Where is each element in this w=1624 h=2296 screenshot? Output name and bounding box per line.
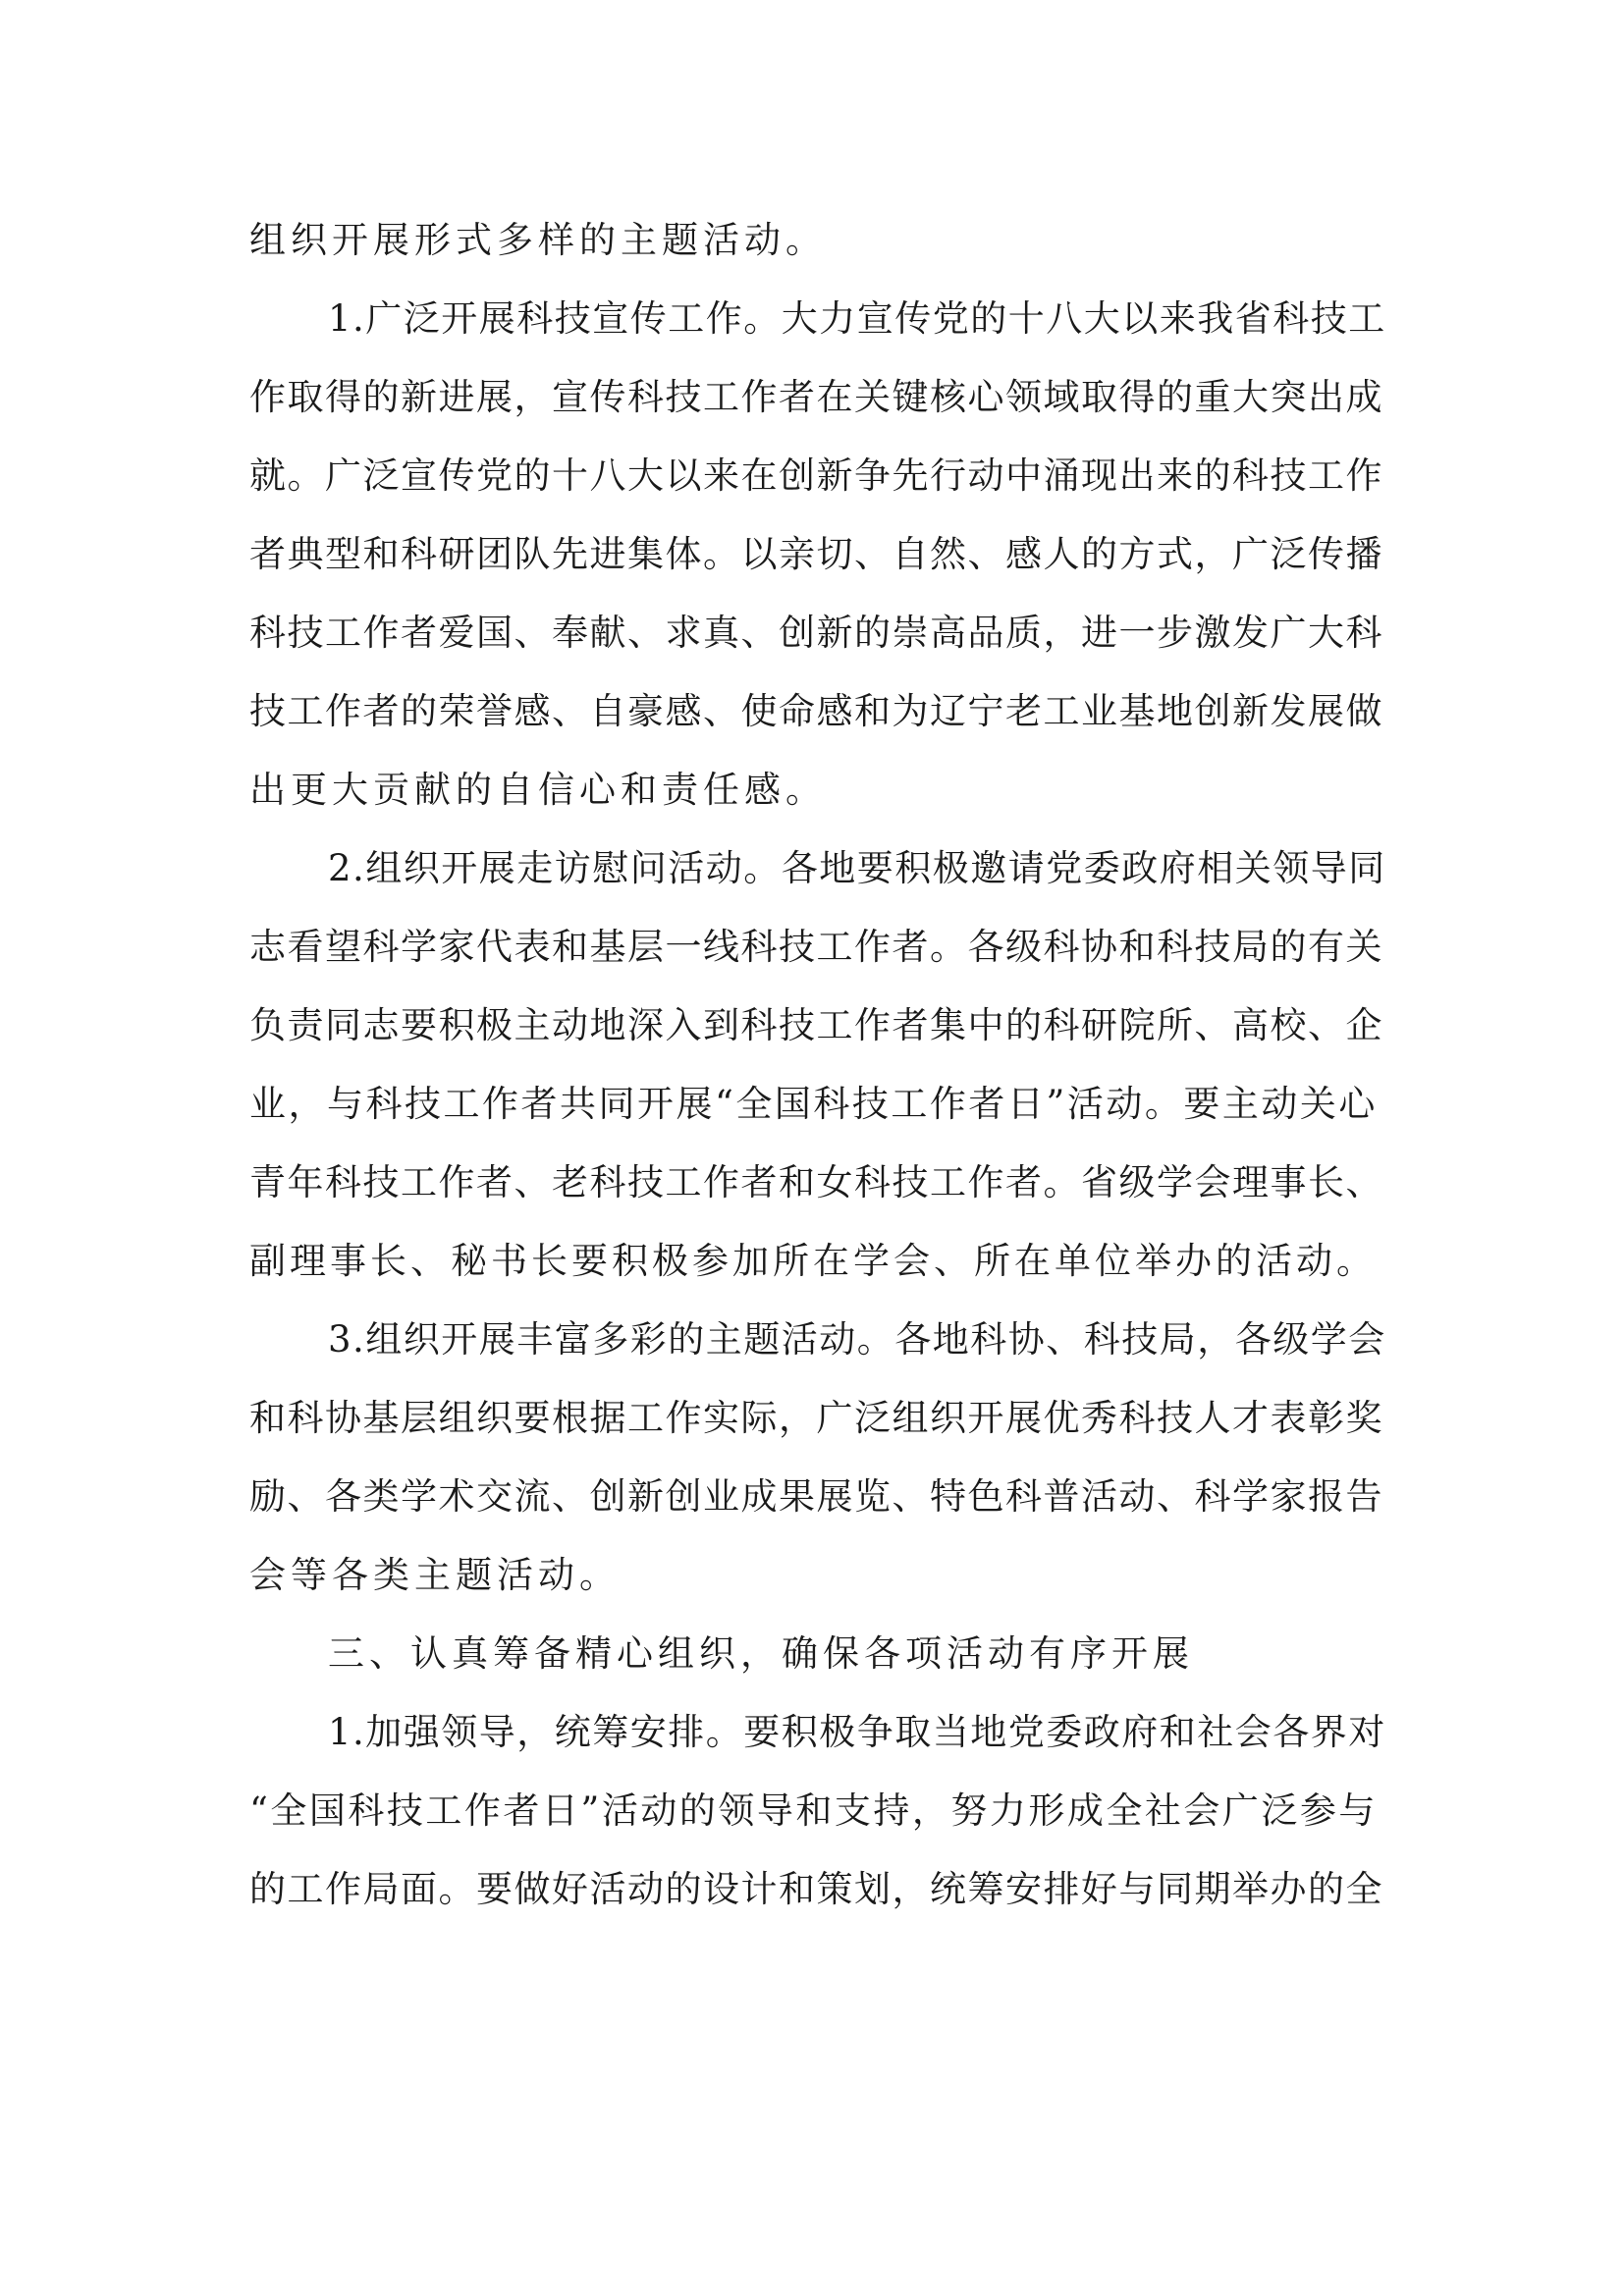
text-line: 1.广泛开展科技宣传工作。大力宣传党的十八大以来我省科技工 bbox=[328, 297, 1386, 340]
text-line: 就。广泛宣传党的十八大以来在创新争先行动中涌现出来的科技工作 bbox=[249, 454, 1383, 497]
text-line: 负责同志要积极主动地深入到科技工作者集中的科研院所、高校、企 bbox=[249, 1004, 1383, 1046]
text-line: 的工作局面。要做好活动的设计和策划，统筹安排好与同期举办的全 bbox=[249, 1868, 1383, 1910]
text-line: 会等各类主题活动。 bbox=[249, 1554, 621, 1596]
text-line: 2.组织开展走访慰问活动。各地要积极邀请党委政府相关领导同 bbox=[328, 847, 1386, 889]
text-line: 3.组织开展丰富多彩的主题活动。各地科协、科技局，各级学会 bbox=[328, 1318, 1386, 1361]
text-line: 励、各类学术交流、创新创业成果展览、特色科普活动、科学家报告 bbox=[249, 1475, 1383, 1518]
text-line: 科技工作者爱国、奉献、求真、创新的崇高品质，进一步激发广大科 bbox=[249, 612, 1383, 654]
document-body bbox=[249, 201, 1388, 1929]
text-line: 者典型和科研团队先进集体。以亲切、自然、感人的方式，广泛传播 bbox=[249, 533, 1383, 575]
text-line: 技工作者的荣誉感、自豪感、使命感和为辽宁老工业基地创新发展做 bbox=[249, 690, 1383, 732]
text-line: “全国科技工作者日”活动的领导和支持，努力形成全社会广泛参与 bbox=[249, 1789, 1378, 1832]
text-line: 副理事长、秘书长要积极参加所在学会、所在单位举办的活动。 bbox=[249, 1240, 1377, 1282]
text-line: 出更大贡献的自信心和责任感。 bbox=[249, 769, 827, 811]
text-line: 志看望科学家代表和基层一线科技工作者。各级科协和科技局的有关 bbox=[249, 926, 1383, 968]
text-line: 三、认真筹备精心组织，确保各项活动有序开展 bbox=[328, 1632, 1194, 1675]
text-line: 青年科技工作者、老科技工作者和女科技工作者。省级学会理事长、 bbox=[249, 1161, 1383, 1203]
text-line: 1.加强领导，统筹安排。要积极争取当地党委政府和社会各界对 bbox=[328, 1711, 1386, 1753]
text-line: 组织开展形式多样的主题活动。 bbox=[249, 219, 827, 261]
text-line: 作取得的新进展，宣传科技工作者在关键核心领域取得的重大突出成 bbox=[249, 376, 1383, 418]
text-line: 和科协基层组织要根据工作实际，广泛组织开展优秀科技人才表彰奖 bbox=[249, 1397, 1383, 1439]
text-line: 业，与科技工作者共同开展“全国科技工作者日”活动。要主动关心 bbox=[249, 1083, 1378, 1125]
